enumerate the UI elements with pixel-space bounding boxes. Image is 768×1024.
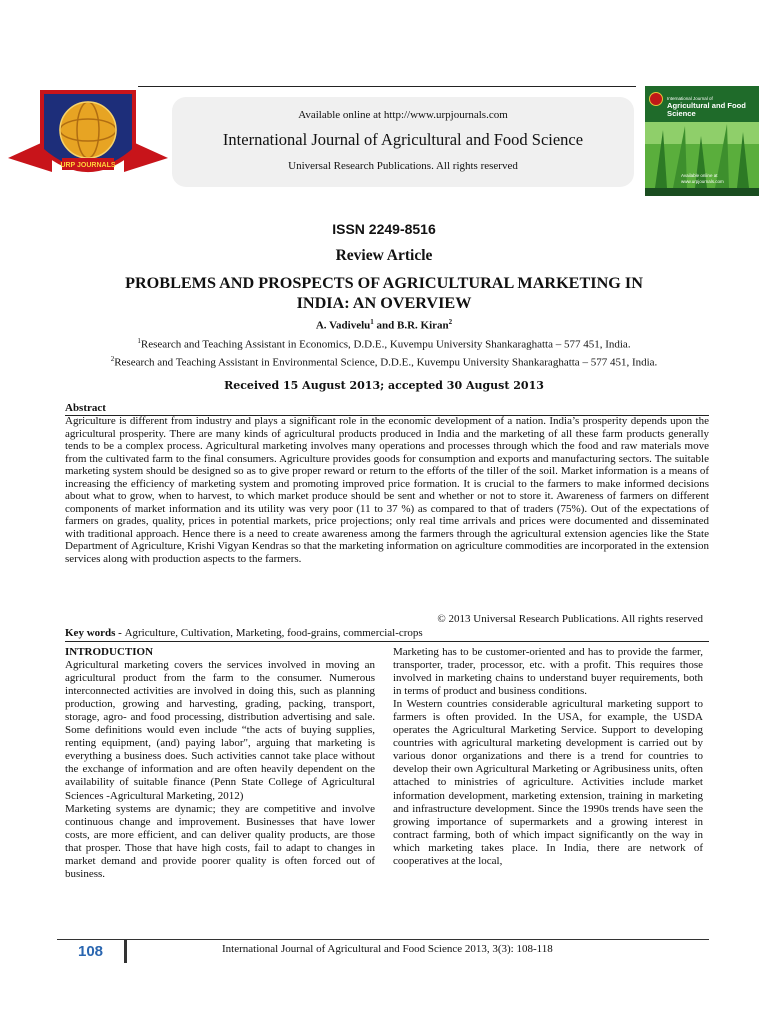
paragraph: Marketing has to be customer-oriented and has to provide the farmer, transporter, trader, processor, etc. with a profit. This requires those involved in marketing chains to understand buyer requirements, both in terms of product and business conditions. [393,646,703,698]
journal-cover-image [645,86,759,196]
cover-pretitle: International Journal of [667,96,713,101]
footer-citation: International Journal of Agricultural and Food Science 2013, 3(3): 108-118 [222,943,553,955]
author-1: A. Vadivelu [315,319,371,332]
issn: ISSN 2249-8516 [332,221,436,237]
article-type: Review Article [335,247,433,264]
received-dates: Received 15 August 2013; accepted 30 August 2013 [224,379,544,392]
cover-badge-icon [649,92,663,106]
left-column [65,646,375,881]
right-column [393,646,703,868]
cover-title-text: Agricultural and Food Science [667,101,746,119]
footer-divider [124,939,127,963]
affiliation-2-text: Research and Teaching Assistant in Environmental Science, D.D.E., Kuvempu University Shankaraghatta – 577 451, India. [114,356,658,369]
keywords-label: Key words - [65,627,125,639]
journal-name: International Journal of Agricultural and Food Science [222,130,584,149]
article-title [40,273,728,313]
paragraph: Agricultural marketing covers the services involved in moving an agricultural product from the farm to the consumer. Numerous interconnected activities are involved in doing this, such as planning production, growing and harvesting, grading, packing, transport, storage, agro- and food processing, distribution advertising and sale. Some definitions would even include “the acts of buying supplies, renting equipment, (and) paying labor", arguing that marketing is everything a business does. Such activities cannot take place without the exchange of information and are often heavily dependent on the availability of suitable finance (Penn State College of Agricultural Sciences -Agricultural Marketing, 2012) [65,659,375,802]
urp-journals-logo [8,86,168,188]
copyright-line: © 2013 Universal Research Publications. All rights reserved [437,613,703,625]
cover-title [667,96,757,119]
available-online-text: Available online at http://www.urpjournals.com [298,109,508,121]
affiliation-2-sup: 2 [110,354,115,363]
paragraph: Marketing systems are dynamic; they are competitive and involve continuous change and improvement. Businesses that have lower costs, are more efficient, and can deliver quality products, are those that prosper. Those that have high costs, fail to adapt to changes in market demand and provide poorer quality is often forced out of business. [65,802,375,880]
section-heading-introduction: INTRODUCTION [65,646,154,658]
footer-rule [57,939,709,940]
affiliation-1-sup: 1 [137,337,141,345]
affiliation-1-text: Research and Teaching Assistant in Economics, D.D.E., Kuvempu University Shankaraghatta – 577 451, India. [140,338,631,351]
article-title-line-2: INDIA: AN OVERVIEW [296,294,472,312]
affiliation-1 [40,334,728,352]
keywords-rule [65,641,709,642]
keywords [65,627,705,639]
affiliations [40,334,728,369]
author-2-sup: 2 [448,318,453,326]
author-1-sup: 1 [370,318,374,326]
affiliation-2 [40,352,728,370]
page-number: 108 [78,943,104,960]
paragraph: In Western countries considerable agricultural marketing support to farmers is often provided. In the USA, for example, the USDA operates the Agricultural Marketing Service. Support to developing countries with agricultural marketing development is carried out by various donor organizations and there is a trend for countries to develop their own Agricultural Marketing or Agribusiness units, often attached to ministries of agriculture. Activities include market information development, marketing extension, training in marketing and infrastructure development. Since the 1990s trends have seen the growing importance of supermarkets and a growing interest in contract farming, both of which impact significantly on the way in which marketing takes place. In India, there are network of cooperatives at the local, [393,698,703,867]
svg-text:URP JOURNALS: URP JOURNALS [60,162,116,169]
cover-available-text: Available online at www.urpjournals.com [681,173,724,184]
keywords-list: Agriculture, Cultivation, Marketing, food-grains, commercial-crops [124,627,423,639]
rights-text: Universal Research Publications. All rights reserved [288,160,518,172]
cover-footer-bar [645,188,759,196]
authors [40,318,728,332]
abstract-text: Agriculture is different from industry and plays a significant role in the economic development of a nation. India’s prosperity depends upon the agricultural prosperity. There are many kinds of agricultural products produced in India and the marketing of all these farm products generally tends to be a complex process. Agricultural marketing involves many operations and processes through which the food and raw materials move from the cultivated farm to the final consumers. Agriculture provides goods for consumption and exports and manufacturing sectors. The suitable marketing system should be designed so as to give proper reward or return to the efforts of the tiller of the soil. Market information is a means of increasing the efficiency of marketing system and promoting improved price formation. It is crucial to the farmers to make informed decisions about what to grow, when to harvest, to which market produce should be sent and whether or not to store it. Awareness of farmers on different components of market information and its utility was very poor (11 to 37 %) as compared to that of traders (75%). Out of the expectations of farmers on grades, quality, prices in potential markets, price projections; only real time arrivals and prices were documented and disseminated with traditional approach. Hence there is a need to create awareness among the farmers through the agricultural extension agencies like the State Department of Agriculture, Krishi Vigyan Kendras so that the marketing information on agriculture commodities are incorporated in the extension services along with production aspects to the farmers. [65,415,709,565]
author-2: and B.R. Kiran [373,319,449,332]
abstract-heading: Abstract [65,402,106,414]
header-box [172,97,634,187]
header-rule [138,86,636,87]
article-title-line-1: PROBLEMS AND PROSPECTS OF AGRICULTURAL MARKETING IN [125,274,643,292]
